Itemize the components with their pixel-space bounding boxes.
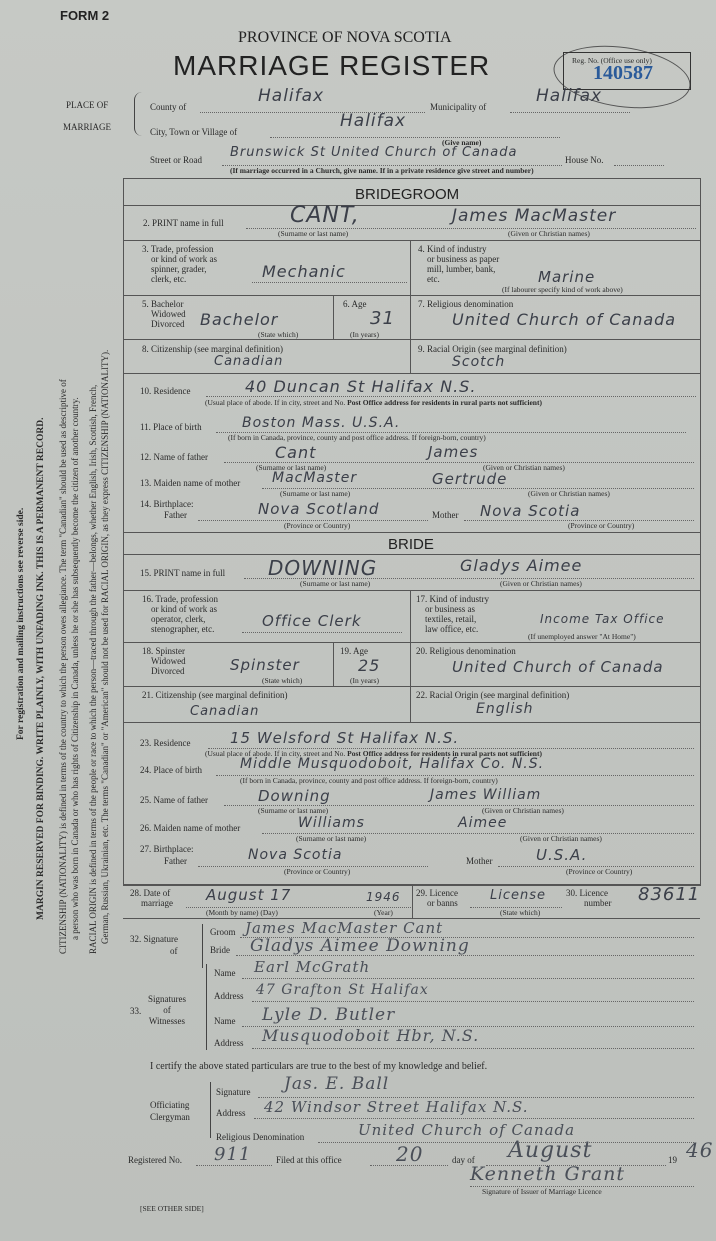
w2-address: Musquodoboit Hbr, N.S.	[262, 1026, 480, 1045]
f18-label: 18. Spinster Widowed Divorced	[142, 646, 186, 676]
place-label-1: PLACE OF	[66, 100, 109, 110]
f6-label: 6. Age	[343, 299, 367, 309]
f17-note: (If unemployed answer "At Home")	[528, 632, 636, 641]
f24-label: 24. Place of birth	[140, 765, 202, 775]
groom-sig-label: Groom	[210, 927, 236, 937]
groom-state-which: (State which)	[258, 330, 299, 339]
f12-label: 12. Name of father	[140, 452, 208, 462]
municipality-value: Halifax	[536, 86, 603, 106]
groom-residence-note: (Usual place of abode. If in city, street and No. Post Office address for residents in rural parts not sufficient)	[205, 398, 542, 407]
bride-trade: Office Clerk	[262, 612, 362, 630]
year-prefix: 19	[668, 1155, 677, 1165]
day-of-label: day of	[452, 1155, 475, 1165]
prov-note-groom-m: (Province or Country)	[568, 521, 635, 530]
f25-label: 25. Name of father	[140, 795, 208, 805]
bride-age: 25	[358, 656, 381, 675]
f32-label: 32. Signature of	[130, 934, 178, 956]
groom-surname: CANT,	[290, 203, 360, 228]
licence-number: 83611	[638, 884, 701, 905]
margin-racial-2: German, Russian, Ukrainian, etc. The terms "Canadian" or "American" should not be used for RACIAL ORIGIN, as they express CITIZENSHIP (NATIONALITY).	[100, 349, 110, 944]
marriage-month-day: August 17	[206, 886, 292, 904]
reg-no-label: Reg. No. (Office use only)	[572, 56, 652, 65]
street-value: Brunswick St United Church of Canada	[230, 145, 518, 160]
w1-name-label: Name	[214, 968, 236, 978]
bride-sig-label: Bride	[210, 945, 230, 955]
f26-note-surname: (Surname or last name)	[296, 834, 367, 843]
prov-note-bride-m: (Province or Country)	[566, 867, 633, 876]
f14-mother-label: Mother	[432, 510, 459, 520]
bride-in-years: (In years)	[350, 676, 379, 685]
w1-address-label: Address	[214, 991, 244, 1001]
f19-label: 19. Age	[340, 646, 368, 656]
bride-industry: Income Tax Office	[540, 612, 665, 626]
witness-brace	[206, 964, 213, 1050]
groom-residence: 40 Duncan St Halifax N.S.	[245, 377, 477, 396]
clergy-address-label: Address	[216, 1108, 246, 1118]
f29-state-which: (State which)	[500, 908, 541, 917]
groom-mother-surname: MacMaster	[272, 470, 358, 486]
f4-label: 4. Kind of industry or business as paper mill, lumber, bank, etc.	[418, 244, 500, 284]
page-title: MARRIAGE REGISTER	[173, 50, 491, 81]
bride-birth: Middle Musquodoboit, Halifax Co. N.S.	[240, 756, 545, 772]
form-label: FORM 2	[60, 8, 110, 23]
f27-label: 27. Birthplace:	[140, 844, 194, 854]
bride-father-birth: Nova Scotia	[248, 847, 343, 863]
house-no-label: House No.	[565, 155, 604, 165]
f29-label: 29. Licence or banns	[416, 888, 458, 908]
groom-citizenship: Canadian	[214, 354, 284, 369]
f27-mother-label: Mother	[466, 856, 493, 866]
groom-father-birth: Nova Scotland	[258, 500, 380, 518]
city-value: Halifax	[340, 111, 407, 131]
county-value: Halifax	[258, 86, 325, 106]
give-name-note: (Give name)	[442, 138, 482, 147]
street-label: Street or Road	[150, 155, 202, 165]
bride-residence: 15 Welsford St Halifax N.S.	[230, 729, 460, 747]
clergy-signature: Jas. E. Ball	[284, 1074, 390, 1094]
bride-signature: Gladys Aimee Downing	[250, 936, 470, 956]
groom-industry: Marine	[538, 268, 596, 286]
f12-note-given: (Given or Christian names)	[483, 463, 565, 472]
denomination-label: Religious Denomination	[216, 1132, 305, 1142]
bride-father-given: James William	[430, 787, 542, 803]
f9-label: 9. Racial Origin (see marginal definition)	[418, 344, 567, 354]
certify-text: I certify the above stated particulars are true to the best of my knowledge and belief.	[150, 1061, 488, 1072]
bride-given-note: (Given or Christian names)	[500, 579, 582, 588]
bride-surname: DOWNING	[268, 556, 378, 580]
f13-label: 13. Maiden name of mother	[140, 478, 241, 488]
groom-father-surname: Cant	[275, 443, 317, 462]
f8-label: 8. Citizenship (see marginal definition)	[142, 344, 284, 354]
f28-label: 28. Date of marriage	[130, 888, 173, 908]
place-label-2: MARRIAGE	[63, 122, 112, 132]
f2-label: 2. PRINT name in full	[143, 218, 224, 228]
f27-father-label: Father	[164, 856, 187, 866]
licence-or-banns: License	[490, 888, 547, 903]
f25-note-surname: (Surname or last name)	[258, 806, 329, 815]
municipality-label: Municipality of	[430, 102, 487, 112]
groom-mother-given: Gertrude	[432, 470, 508, 488]
f17-label: 17. Kind of industry or business as textiles, retail, law office, etc.	[416, 594, 489, 634]
groom-given-note: (Given or Christian names)	[508, 229, 590, 238]
f33-label: 33.	[130, 1006, 142, 1016]
bride-citizenship: Canadian	[190, 704, 260, 719]
bride-state-which: (State which)	[262, 676, 303, 685]
margin-citizenship-2: a person who was born in Canada or who has rights of Citizenship in Canada, unless he or she has subsequently become the citizen of another country.	[70, 397, 80, 940]
place-brace	[134, 92, 143, 136]
bride-status: Spinster	[230, 656, 300, 674]
margin-instructions-note: For registration and mailing instructions see reverse side.	[16, 507, 26, 740]
groom-given: James MacMaster	[452, 206, 617, 226]
filed-label: Filed at this office	[276, 1155, 342, 1165]
groom-trade: Mechanic	[262, 262, 346, 281]
issuer-signature: Kenneth Grant	[470, 1163, 626, 1185]
clergy-label: Officiating Clergyman	[150, 1100, 190, 1122]
f11-label: 11. Place of birth	[140, 422, 202, 432]
f20-label: 20. Religious denomination	[416, 646, 516, 656]
bride-racial: English	[476, 701, 534, 717]
w1-name: Earl McGrath	[254, 958, 371, 976]
prov-note-groom-f: (Province or Country)	[284, 521, 351, 530]
registered-label: Registered No.	[128, 1155, 182, 1165]
groom-age: 31	[370, 308, 395, 329]
bride-father-surname: Downing	[258, 787, 331, 805]
marriage-year-note: (Year)	[374, 908, 393, 917]
w2-address-label: Address	[214, 1038, 244, 1048]
bride-mother-birth: U.S.A.	[536, 846, 588, 864]
groom-mother-birth: Nova Scotia	[480, 502, 581, 520]
margin-citizenship-1: CITIZENSHIP (NATIONALITY) is defined in terms of the country to which the person owes allegiance. The term "Canadian" should be used as descriptive of	[58, 379, 68, 954]
f15-label: 15. PRINT name in full	[140, 568, 226, 578]
f16-label: 16. Trade, profession or kind of work as operator, clerk, stenographer, etc.	[142, 594, 218, 634]
bride-mother-given: Aimee	[458, 815, 508, 831]
registered-no: 911	[214, 1144, 252, 1165]
province-heading: PROVINCE OF NOVA SCOTIA	[238, 29, 452, 46]
groom-birth: Boston Mass. U.S.A.	[242, 415, 401, 431]
bride-surname-note: (Surname or last name)	[300, 579, 371, 588]
groom-surname-note: (Surname or last name)	[278, 229, 349, 238]
issuer-label: Signature of Issuer of Marriage Licence	[482, 1187, 602, 1196]
f5-label: 5. Bachelor Widowed Divorced	[142, 299, 186, 329]
groom-birth-note: (If born in Canada, province, county and post office address. If foreign-born, country)	[228, 433, 486, 442]
clergy-denomination: United Church of Canada	[358, 1121, 576, 1139]
groom-father-given: James	[428, 443, 479, 461]
bride-given: Gladys Aimee	[460, 556, 583, 575]
street-note: (If marriage occurred in a Church, give name. If in a private residence give street and number)	[230, 166, 534, 175]
margin-racial-1: RACIAL ORIGIN is defined in terms of the people or race to which the person—traced through the father—belongs, whether English, Irish, Scottish, French,	[88, 384, 98, 954]
f14-label: 14. Birthplace:	[140, 499, 194, 509]
f26-note-given: (Given or Christian names)	[520, 834, 602, 843]
bridegroom-heading: BRIDEGROOM	[355, 186, 460, 203]
clergy-sig-label: Signature	[216, 1087, 251, 1097]
f10-label: 10. Residence	[140, 386, 191, 396]
f25-note-given: (Given or Christian names)	[482, 806, 564, 815]
f4-note: (If labourer specify kind of work above)	[502, 285, 623, 294]
groom-in-years: (In years)	[350, 330, 379, 339]
county-label: County of	[150, 102, 187, 112]
f14-father-label: Father	[164, 510, 187, 520]
bride-mother-surname: Williams	[298, 815, 365, 831]
f32-brace	[202, 924, 209, 968]
bride-religion: United Church of Canada	[452, 658, 664, 676]
f30-label: 30. Licence number	[566, 888, 612, 908]
w2-name: Lyle D. Butler	[262, 1005, 396, 1025]
f23-label: 23. Residence	[140, 738, 191, 748]
bride-residence-note: (Usual place of abode. If in city, street and No. Post Office address for residents in rural parts not sufficient)	[205, 749, 542, 758]
f13-note-surname: (Surname or last name)	[280, 489, 351, 498]
marriage-md-note: (Month by name) (Day)	[206, 908, 278, 917]
f21-label: 21. Citizenship (see marginal definition)	[142, 690, 288, 700]
groom-racial: Scotch	[452, 354, 506, 370]
f26-label: 26. Maiden name of mother	[140, 823, 241, 833]
city-label: City, Town or Village of	[150, 127, 238, 137]
f12-note-surname: (Surname or last name)	[256, 463, 327, 472]
see-other-side: [SEE OTHER SIDE]	[140, 1204, 204, 1213]
f22-label: 22. Racial Origin (see marginal definition)	[416, 690, 570, 700]
bride-birth-note: (If born in Canada, province, county and post office address. If foreign-born, country)	[240, 776, 498, 785]
witness-label: Signatures of Witnesses	[148, 994, 186, 1026]
f13-note-given: (Given or Christian names)	[528, 489, 610, 498]
groom-religion: United Church of Canada	[452, 310, 677, 329]
groom-signature: James MacMaster Cant	[245, 919, 444, 937]
marriage-year: 1946	[366, 890, 401, 904]
f7-label: 7. Religious denomination	[418, 299, 514, 309]
clergy-address: 42 Windsor Street Halifax N.S.	[264, 1098, 529, 1116]
bride-heading: BRIDE	[388, 536, 434, 553]
groom-status: Bachelor	[200, 310, 279, 329]
filed-year: 46	[686, 1138, 714, 1162]
f3-label: 3. Trade, profession or kind of work as spinner, grader, clerk, etc.	[142, 244, 217, 284]
filed-day: 20	[396, 1142, 424, 1166]
prov-note-bride-f: (Province or Country)	[284, 867, 351, 876]
w1-address: 47 Grafton St Halifax	[256, 982, 429, 998]
filed-month: August	[508, 1138, 593, 1163]
w2-name-label: Name	[214, 1016, 236, 1026]
reg-no-value: 140587	[593, 62, 653, 84]
margin-binding-note: MARGIN RESERVED FOR BINDING. WRITE PLAINLY, WITH UNFADING INK. THIS IS A PERMANENT RECORD.	[36, 417, 46, 920]
